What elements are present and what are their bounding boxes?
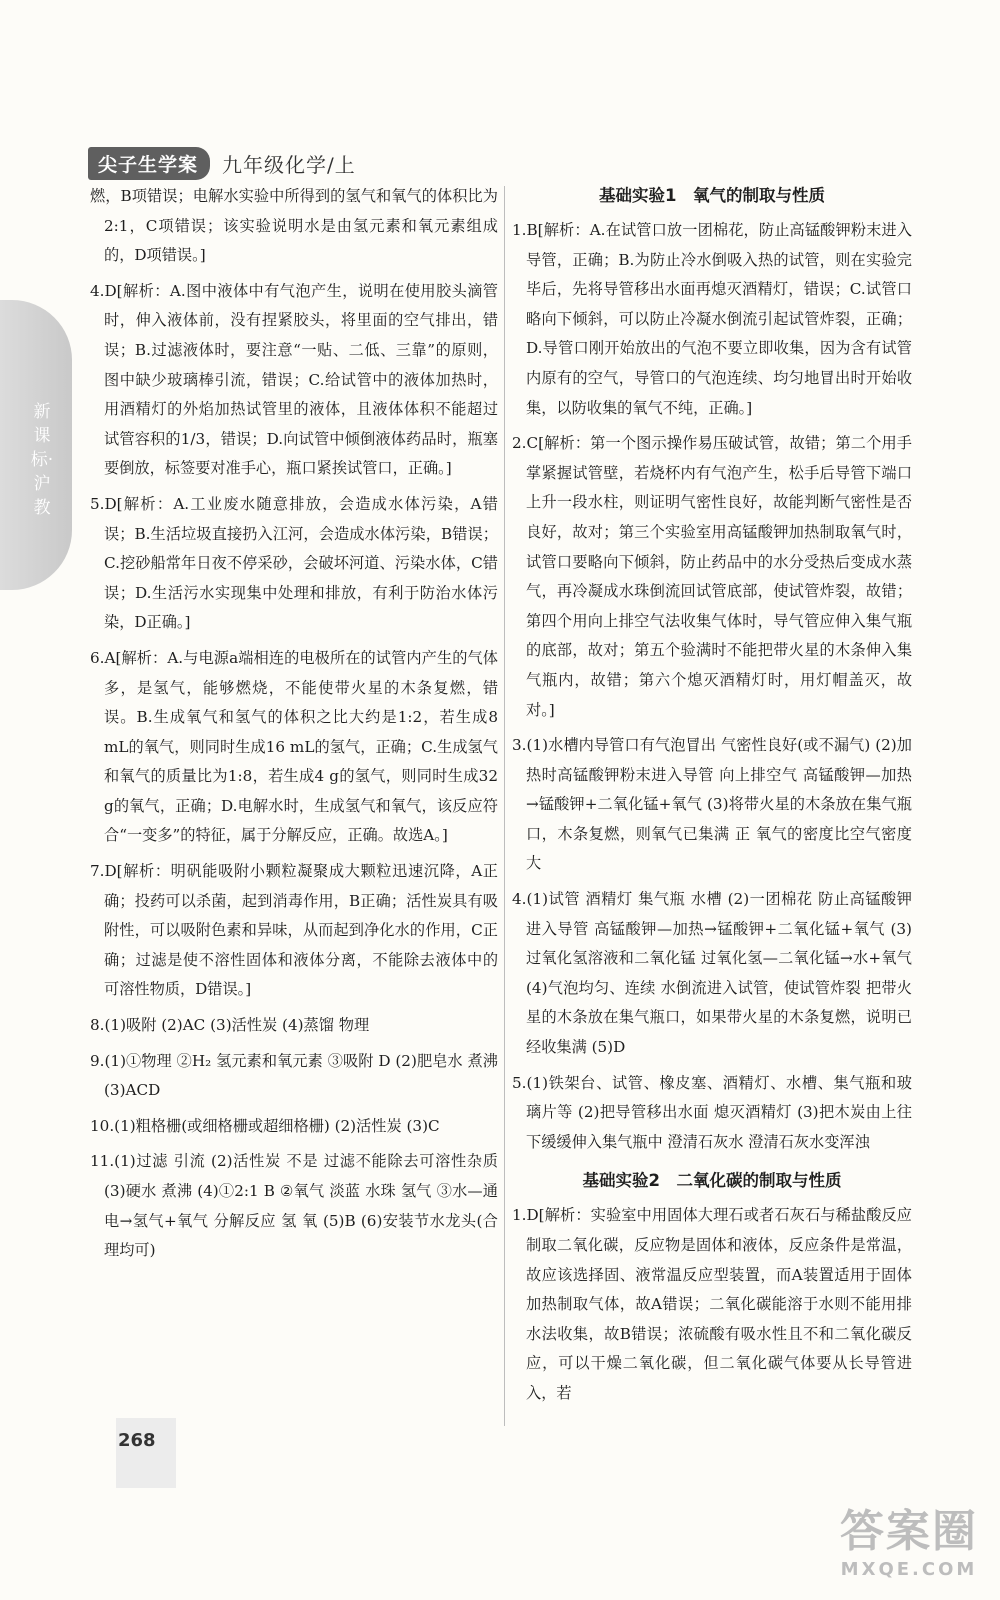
answer-entry: 1.B[解析：A.在试管口放一团棉花，防止高锰酸钾粉末进入导管，正确；B.为防止冷水倒吸入热的试管，则在实验完毕后，先将导管移出水面再熄灭酒精灯，错误；C.试管口略向下倾斜，可以防止冷凝水倒流引起试管炸裂，正确；D.导管口刚开始放出的气泡不要立即收集，因为含有试管内原有的空气，导管口的气泡连续、均匀地冒出时开始收集，以防收集的氧气不纯，正确。] bbox=[512, 221, 912, 417]
site-watermark bbox=[840, 1495, 978, 1580]
watermark-url: MXQE.COM bbox=[840, 1559, 978, 1580]
answer-entry: 9.(1)①物理 ②H₂ 氢元素和氧元素 ③吸附 D (2)肥皂水 煮沸 (3)ACD bbox=[90, 1051, 498, 1100]
answer-entry: 1.D[解析：实验室中用固体大理石或者石灰石与稀盐酸反应制取二氧化碳，反应物是固体和液体，反应条件是常温，故应该选择固、液常温反应型装置，而A装置适用于固体加热制取气体，故A错误；二氧化碳能溶于水则不能用排水法收集，故B错误；浓硫酸有吸水性且不和二氧化碳反应，可以干燥二氧化碳，但二氧化碳气体要从长导管进入，若 bbox=[512, 1206, 912, 1402]
page-number-shade bbox=[116, 1418, 176, 1488]
page-number: 268 bbox=[118, 1430, 156, 1451]
right-column bbox=[512, 182, 912, 1415]
answer-entry: 5.(1)铁架台、试管、橡皮塞、酒精灯、水槽、集气瓶和玻璃片等 (2)把导管移出水面 熄灭酒精灯 (3)把木炭由上往下缓缓伸入集气瓶中 澄清石灰水 澄清石灰水变浑浊 bbox=[512, 1073, 912, 1151]
watermark-logo-text: 答案圈 bbox=[840, 1506, 978, 1557]
answer-entry: 6.A[解析：A.与电源a端相连的电极所在的试管内产生的气体多，是氢气，能够燃烧，不能使带火星的木条复燃，错误。B.生成氧气和氢气的体积之比大约是1:2，若生成8 mL的氧气，则同时生成16 mL的氢气，正确；C.生成氢气和氧气的质量比为1:8，若生成4 g的氢气，则同时生成32 g的氧气，正确；D.电解水时，生成氢气和氧气，该反应符合“一变多”的特征，属于分解反应，正确。故选A。] bbox=[90, 648, 498, 845]
book-subtitle: 九年级化学/上 bbox=[222, 152, 356, 177]
section-title-oxygen: 基础实验1 氧气的制取与性质 bbox=[599, 186, 825, 205]
section-title-co2: 基础实验2 二氧化碳的制取与性质 bbox=[582, 1171, 842, 1191]
book-brand: 尖子生学案 bbox=[88, 147, 210, 180]
left-column bbox=[90, 182, 498, 1272]
page-header bbox=[88, 146, 356, 180]
answer-entry: 10.(1)粗格栅(或细格栅或超细格栅) (2)活性炭 (3)C bbox=[90, 1116, 440, 1135]
side-tab-label: 新课标·沪教 bbox=[30, 402, 54, 518]
answer-entry: 4.D[解析：A.图中液体中有气泡产生，说明在使用胶头滴管时，伸入液体前，没有捏紧胶头，将里面的空气排出，错误；B.过滤液体时，要注意“一贴、二低、三靠”的原则，图中缺少玻璃棒引流，错误；C.给试管中的液体加热时，用酒精灯的外焰加热试管里的液体，且液体体积不能超过试管容积的1/3，错误；D.向试管中倾倒液体药品时，瓶塞要倒放，标签要对准手心，瓶口紧挨试管口，正确。] bbox=[90, 281, 498, 478]
answer-entry: 燃，B项错误；电解水实验中所得到的氢气和氧气的体积比为2:1，C项错误；该实验说明水是由氢元素和氧元素组成的，D项错误。] bbox=[90, 187, 498, 265]
answer-entry: 5.D[解析：A.工业废水随意排放，会造成水体污染，A错误；B.生活垃圾直接扔入江河，会造成水体污染，B错误；C.挖砂船常年日夜不停采砂，会破坏河道、污染水体，C错误；D.生活污水实现集中处理和排放，有利于防治水体污染，D正确。] bbox=[90, 494, 498, 632]
answer-entry: 2.C[解析：第一个图示操作易压破试管，故错；第二个用手掌紧握试管壁，若烧杯内有气泡产生，松手后导管下端口上升一段水柱，则证明气密性良好，故能判断气密性是否良好，故对；第三个实验室用高锰酸钾加热制取氧气时，试管口要略向下倾斜，防止药品中的水分受热后变成水蒸气，再冷凝成水珠倒流回试管底部，使试管炸裂，故错；第四个用向上排空气法收集气体时，导气管应伸入集气瓶的底部，故对；第五个验满时不能把带火星的木条伸入集气瓶内，故错；第六个熄灭酒精灯时，用灯帽盖灭，故对。] bbox=[512, 434, 912, 719]
answer-entry: 3.(1)水槽内导管口有气泡冒出 气密性良好(或不漏气) (2)加热时高锰酸钾粉末进入导管 向上排空气 高锰酸钾—加热→锰酸钾+二氧化锰+氧气 (3)将带火星的木条放在集气瓶口，木条复燃，则氧气已集满 正 氧气的密度比空气密度大 bbox=[512, 736, 912, 873]
answer-entry: 8.(1)吸附 (2)AC (3)活性炭 (4)蒸馏 物理 bbox=[90, 1016, 370, 1035]
answer-entry: 4.(1)试管 酒精灯 集气瓶 水槽 (2)一团棉花 防止高锰酸钾进入导管 高锰酸钾—加热→锰酸钾+二氧化锰+氧气 (3)过氧化氢溶液和二氧化锰 过氧化氢—二氧化锰→水+氧气 (4)气泡均匀、连续 水倒流进入试管，使试管炸裂 把带火星的木条放在集气瓶口，如果带火星的木条复燃，说明已经收集满 (5)D bbox=[512, 890, 912, 1057]
answer-entry: 7.D[解析：明矾能吸附小颗粒凝聚成大颗粒迅速沉降，A正确；投药可以杀菌，起到消毒作用，B正确；活性炭具有吸附性，可以吸附色素和异味，从而起到净化水的作用，C正确；过滤是使不溶性固体和液体分离，不能除去液体中的可溶性物质，D错误。] bbox=[90, 862, 498, 999]
column-divider bbox=[504, 186, 505, 1426]
answer-entry: 11.(1)过滤 引流 (2)活性炭 不是 过滤不能除去可溶性杂质 (3)硬水 煮沸 (4)①2:1 B ②氧气 淡蓝 水珠 氢气 ③水—通电→氢气+氧气 分解反应 氢 氧 (5)B (6)安装节水龙头(合理均可) bbox=[90, 1152, 498, 1260]
